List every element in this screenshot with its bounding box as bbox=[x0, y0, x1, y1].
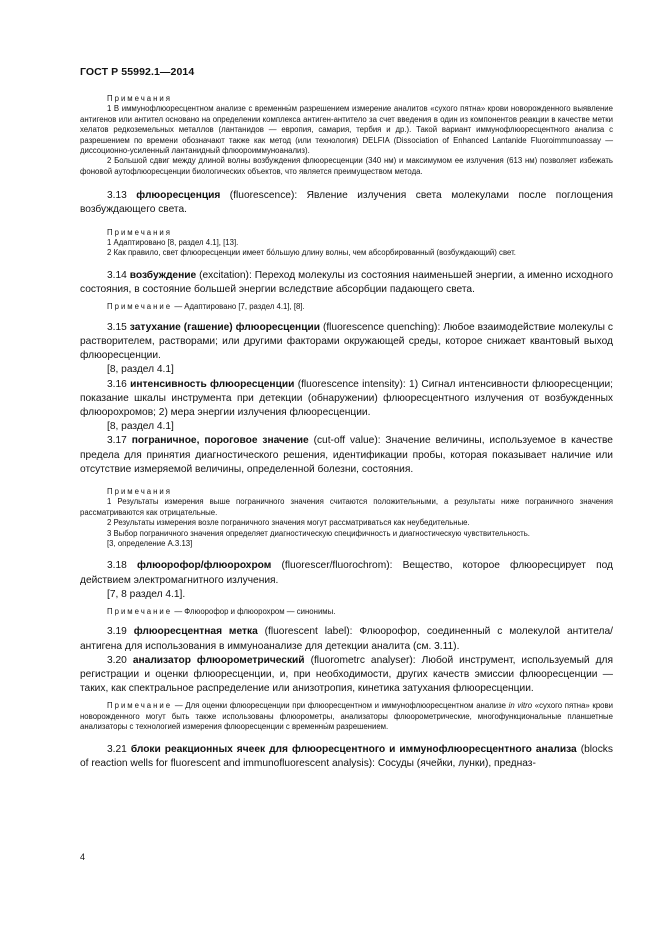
note-paragraph: 2 Результаты измерения возле пограничного значения могут рассматриваться как неубедительные. bbox=[107, 518, 470, 528]
notes-heading: Примечания bbox=[107, 94, 173, 103]
term-source: [8, раздел 4.1] bbox=[107, 364, 174, 376]
note-label: Примечание bbox=[107, 302, 173, 312]
note-paragraph: 2 Как правило, свет флюоресценции имеет бо́льшую длину волны, чем абсорбированный (возбуждающий) свет. bbox=[107, 248, 516, 258]
term-3-16 bbox=[80, 378, 613, 421]
note-text: — Для оценки флюоресценции при флюоресцентном и иммунофлюоресцентном анализе bbox=[174, 701, 506, 711]
note-label: Примечание bbox=[107, 701, 173, 711]
term-name: пограничное, пороговое значение bbox=[131, 435, 309, 447]
term-name: флюорофор/флюорохром bbox=[136, 560, 272, 572]
term-3-18 bbox=[80, 559, 613, 587]
note-paragraph: 1 Результаты измерения выше пограничного значения считаются положительными, а результаты ниже пограничного значения рассматриваются как отрицательные. bbox=[80, 497, 613, 517]
term-number: 3.17 bbox=[107, 435, 127, 447]
term-name: флюоресцентная метка bbox=[133, 626, 258, 638]
term-number: 3.14 bbox=[107, 269, 127, 281]
term-source: [8, раздел 4.1] bbox=[107, 421, 174, 433]
term-definition: (fluorometrc analyser): Любой инструмент, используемый для регистрации и оценки флюоресценции, и, при необходимости, других качеств эмиссии флюоресценции — таких, как спектральное распределение или анизотропия, кинетика затухания флюоресценции. bbox=[80, 654, 613, 695]
page-number: 4 bbox=[80, 852, 86, 862]
term-definition: (fluorescent label): Флюорофор, соединенный с молекулой антитела/антигена для использования в иммуноанализе для детекции аналита (см. 3.11). bbox=[80, 626, 613, 652]
term-number: 3.15 bbox=[107, 321, 127, 333]
term-name: затухание (гашение) флюоресценции bbox=[129, 321, 320, 333]
term-name: возбуждение bbox=[129, 269, 197, 281]
term-3-14 bbox=[80, 269, 613, 297]
term-3-19 bbox=[80, 625, 613, 653]
term-3-21 bbox=[80, 743, 613, 771]
term-number: 3.19 bbox=[107, 626, 127, 638]
notes-heading: Примечания bbox=[107, 227, 173, 237]
note-label: Примечание bbox=[107, 606, 173, 616]
term-name: блоки реакционных ячеек для флюоресцентного и иммунофлюоресцентного анализа bbox=[130, 743, 577, 755]
note-paragraph: 1 В иммунофлюоресцентном анализе с временны́м разрешением измерение аналитов «сухого пятна» крови новорожденного выявление антигенов или антител основано на определении комплекса антиген-антитело за счет введения в один из компонентов реакции в качестве метки хелатов редкоземельных металлов (лантанидов — европия, самария, тербия и др.). Такой вариант иммунофлюоресцентного анализа с разрешением по времени обозначают также как метод (или технология) DELFIA (Dissociation of Enhanced Lantanide Fluoroimmunoassay — диссоционно-усиленный лантанидный флюороиммуноанализ). bbox=[80, 104, 613, 156]
note-line bbox=[80, 607, 613, 617]
note-text: — Адаптировано [7, раздел 4.1], [8]. bbox=[174, 302, 305, 312]
note-line bbox=[80, 302, 613, 312]
note-source: [3, определение А.3.13] bbox=[107, 538, 193, 548]
term-number: 3.16 bbox=[107, 378, 127, 390]
term-number: 3.20 bbox=[107, 654, 127, 666]
term-definition: (cut-off value): Значение величины, используемое в качестве предела для принятия диагностического решения, идентификации пробы, которая показывает наличие или отсутствие измеряемой величины, определенной болезни, состояния. bbox=[80, 435, 613, 475]
note-text: — Флюорофор и флюорохром — синонимы. bbox=[174, 606, 336, 616]
notes-heading: Примечания bbox=[107, 486, 173, 496]
term-number: 3.21 bbox=[107, 743, 127, 755]
term-3-13 bbox=[80, 189, 613, 217]
term-definition: (blocks of reaction wells for fluorescent and immunofluorescent analysis): Сосуды (ячейки, лунки), предназ- bbox=[80, 743, 613, 769]
note-paragraph bbox=[80, 701, 613, 732]
term-name: анализатор флюорометрический bbox=[132, 654, 305, 666]
term-name: флюоресценция bbox=[136, 190, 221, 202]
term-3-15 bbox=[80, 321, 613, 364]
page-content bbox=[80, 94, 613, 771]
note-text: «сухого пятна» крови новорожденного могут быть также использованы флюорометры, анализаторы флюорометрические, многофункциональные планшетные анализаторы с технологией измерения флюоресценции с временны́м разрешением. bbox=[80, 701, 614, 732]
term-number: 3.18 bbox=[107, 560, 127, 572]
term-definition: (fluorescer/fluorochrom): Вещество, которое флюоресцирует под действием электромагнитного излучения. bbox=[80, 560, 613, 586]
note-italic-text: in vitro bbox=[508, 701, 533, 711]
term-3-20 bbox=[80, 654, 613, 697]
term-definition: (fluorescence): Явление излучения света молекулами после поглощения возбуждающего света. bbox=[80, 190, 613, 216]
term-definition: (fluorescence quenching): Любое взаимодействие молекулы с растворителем, растворами; или другими факторами окружающей среды, которое снижает квантовый выход флюоресценции. bbox=[80, 321, 613, 362]
term-name: интенсивность флюоресценции bbox=[130, 378, 295, 390]
document-header: ГОСТ Р 55992.1—2014 bbox=[80, 66, 195, 78]
term-3-17 bbox=[80, 434, 613, 477]
note-paragraph: 2 Большой сдвиг между длиной волны возбуждения флюоресценции (340 нм) и максимумом ее излучения (613 нм) позволяет избежать фоновой аутофлюоресценции биологических объектов, что является преимуществом метода. bbox=[80, 156, 613, 176]
term-definition: (excitation): Переход молекулы из состояния наименьшей энергии, а именно исходного состояния, в состояние большей энергии вследствие абсорбции падающего света. bbox=[80, 269, 613, 296]
note-paragraph: 1 Адаптировано [8, раздел 4.1], [13]. bbox=[107, 238, 239, 248]
term-definition: (fluorescence intensity): 1) Сигнал интенсивности флюоресценции; показание шкалы инструмента при детекции (обнаружении) флюоресцентного излучения от возбужденных флюорохромов; 2) мера энергии излучения флюоресценции. bbox=[80, 378, 613, 418]
term-source: [7, 8 раздел 4.1]. bbox=[107, 588, 186, 600]
term-number: 3.13 bbox=[107, 190, 127, 202]
note-paragraph: 3 Выбор пограничного значения определяет диагностическую специфичность и диагностическую чувствительность. bbox=[107, 528, 530, 538]
